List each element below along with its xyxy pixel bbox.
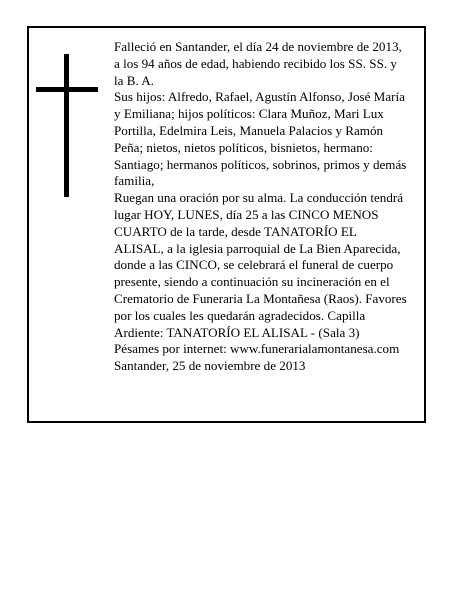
obituary-line: Pésames por internet: www.funerarialamontanesa.com — [114, 341, 400, 357]
obituary-line: lugar HOY, LUNES, día 25 a las CINCO MENOS — [114, 206, 379, 222]
obituary-line: familia, — [114, 173, 155, 189]
obituary-line: Santiago; hermanos políticos, sobrinos, primos y demás — [114, 156, 407, 172]
cross-horizontal-bar — [36, 87, 98, 92]
obituary-line: y Emiliana; hijos políticos: Clara Muñoz, Mari Lux — [114, 106, 384, 122]
latin-cross-icon — [36, 54, 98, 197]
obituary-line: Sus hijos: Alfredo, Rafael, Agustín Alfonso, José María — [114, 89, 405, 105]
obituary-line: Portilla, Edelmira Leis, Manuela Palacios y Ramón — [114, 122, 384, 138]
obituary-text — [114, 39, 422, 375]
obituary-line: presente, siendo a continuación su incineración en el — [114, 274, 390, 290]
obituary-line: Falleció en Santander, el día 24 de noviembre de 2013, — [114, 39, 402, 54]
cross-vertical-bar — [64, 54, 69, 197]
obituary-line: ALISAL, a la iglesia parroquial de La Bien Aparecida, — [114, 240, 401, 256]
obituary-line: Santander, 25 de noviembre de 2013 — [114, 358, 306, 374]
obituary-line: CUARTO de la tarde, desde TANATORÍO EL — [114, 223, 357, 239]
obituary-line: Peña; nietos, nietos políticos, bisnietos, hermano: — [114, 139, 373, 155]
obituary-line: la B. A. — [114, 72, 155, 88]
obituary-line: Ardiente: TANATORÍO EL ALISAL - (Sala 3) — [114, 324, 360, 340]
obituary-line: a los 94 años de edad, habiendo recibido los SS. SS. y — [114, 55, 397, 71]
obituary-line: Ruegan una oración por su alma. La conducción tendrá — [114, 190, 404, 206]
obituary-line: Crematorio de Funeraria La Montañesa (Raos). Favores — [114, 290, 407, 306]
obituary-line: por los cuales les quedarán agradecidos. Capilla — [114, 307, 366, 323]
obituary-line: donde a las CINCO, se celebrará el funeral de cuerpo — [114, 257, 394, 273]
